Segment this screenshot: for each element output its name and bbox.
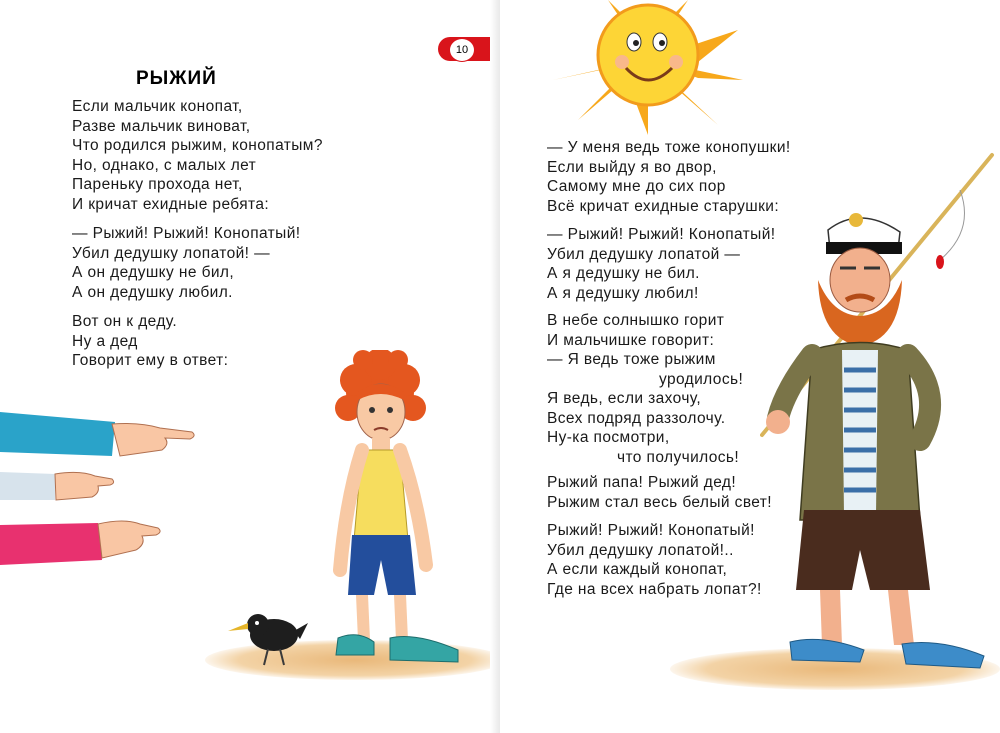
verse-line: Вот он к деду.	[72, 313, 178, 330]
verse-line: Пареньку прохода нет,	[72, 176, 243, 193]
verse-line: — Рыжий! Рыжий! Конопатый!	[547, 226, 776, 243]
verse-line: уродилось!	[659, 370, 744, 388]
verse-line: Разве мальчик виноват,	[72, 117, 251, 135]
stanza-right-4	[547, 473, 772, 512]
verse-line: Ну-ка посмотри,	[547, 429, 670, 446]
verse-line: Убил дедушку лопатой! —	[72, 244, 270, 262]
stanza-left-2	[72, 224, 300, 302]
verse-line: А если каждый конопат,	[547, 561, 728, 578]
verse-line: Что родился рыжим, конопатым?	[72, 137, 323, 154]
verse-line: Рыжий папа! Рыжий дед!	[547, 474, 737, 491]
verse-line: И кричат ехидные ребята:	[72, 195, 270, 213]
verse-line: Рыжий! Рыжий! Конопатый!	[547, 522, 755, 539]
verse-line: Ну а дед	[72, 332, 138, 350]
verse-line: Убил дедушку лопатой!..	[547, 541, 734, 559]
stanza-left-3	[72, 312, 228, 371]
grandfather-illustration	[760, 150, 1000, 680]
verse-line: И мальчишке говорит:	[547, 331, 715, 349]
verse-line: что получилось!	[617, 448, 740, 466]
verse-line: Если выйду я во двор,	[547, 158, 717, 176]
verse-line: Рыжим стал весь белый свет!	[547, 493, 773, 511]
verse-line: Всех подряд раззолочу.	[547, 409, 726, 427]
verse-line: А он дедушку не бил,	[72, 264, 235, 281]
verse-line: Где на всех набрать лопат?!	[547, 580, 762, 598]
verse-line: А я дедушку не бил.	[547, 265, 700, 282]
verse-line: Если мальчик конопат,	[72, 98, 243, 115]
verse-line: Я ведь, если захочу,	[547, 390, 702, 407]
verse-line: — Я ведь тоже рыжим	[547, 351, 716, 368]
verse-line: Но, однако, с малых лет	[72, 156, 257, 174]
page-number: 10	[449, 38, 475, 62]
boy-illustration	[318, 350, 468, 675]
verse-line: — У меня ведь тоже конопушки!	[547, 139, 791, 156]
stanza-left-1	[72, 97, 323, 214]
stanza-right-5	[547, 521, 762, 599]
verse-line: — Рыжий! Рыжий! Конопатый!	[72, 225, 301, 242]
verse-line: А я дедушку любил!	[547, 284, 699, 302]
stanza-right-2	[547, 225, 775, 303]
right-page	[500, 0, 1000, 733]
sun-illustration	[548, 0, 748, 135]
pointing-hands-illustration	[0, 400, 200, 575]
stanza-right-1	[547, 138, 791, 216]
crow-illustration	[228, 605, 308, 667]
poem-title: РЫЖИЙ	[136, 68, 217, 89]
verse-line: В небе солнышко горит	[547, 312, 725, 329]
verse-line: А он дедушку любил.	[72, 283, 233, 301]
verse-line: Убил дедушку лопатой —	[547, 245, 741, 263]
verse-line: Говорит ему в ответ:	[72, 352, 229, 369]
verse-line: Всё кричат ехидные старушки:	[547, 197, 780, 215]
verse-line: Самому мне до сих пор	[547, 178, 726, 195]
stanza-right-3	[547, 311, 743, 467]
